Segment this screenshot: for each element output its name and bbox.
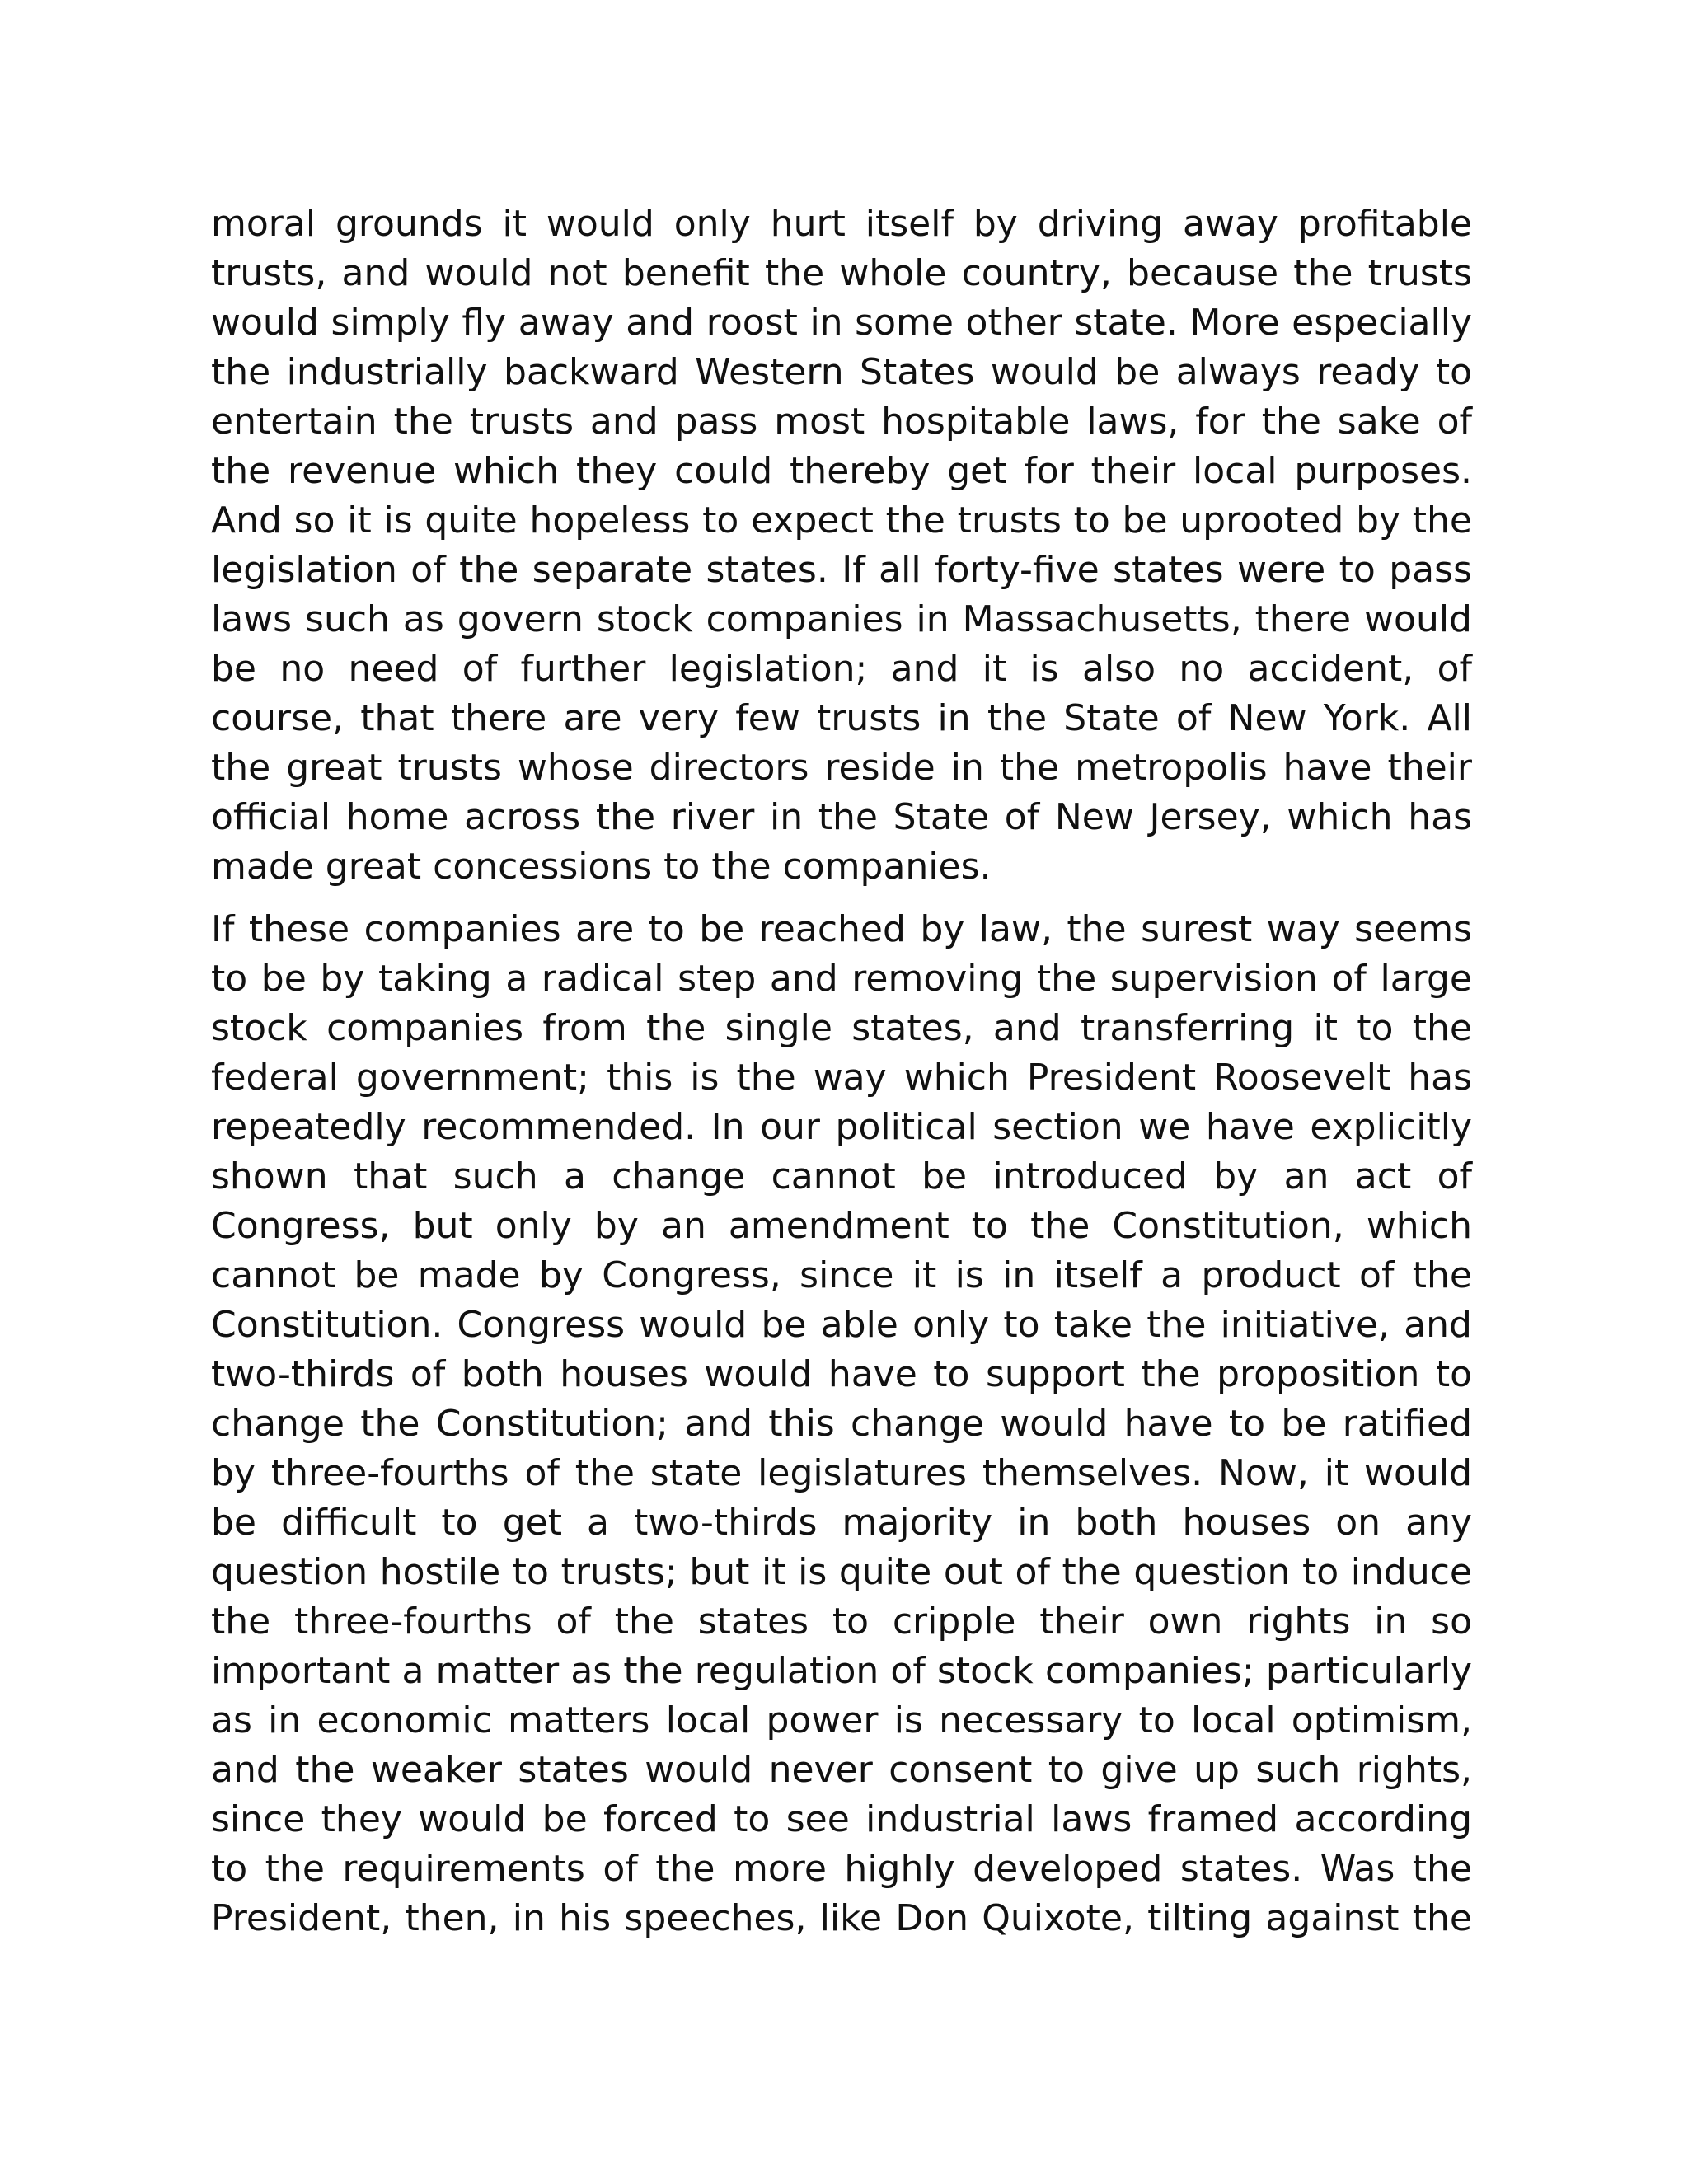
body-text — [211, 199, 1472, 1943]
paragraph-2: If these companies are to be reached by law, the surest way seems to be by taking a radical step and removing the supervision of large stock companies from the single states, and transferring it to the federal government; this is the way which President Roosevelt has repeatedly recommended. In our political section we have explicitly shown that such a change cannot be introduced by an act of Congress, but only by an amendment to the Constitution, which cannot be made by Congress, since it is in itself a product of the Constitution. Congress would be able only to take the initiative, and two-thirds of both houses would have to support the proposition to change the Constitution; and this change would have to be ratified by three-fourths of the state legislatures themselves. Now, it would be difficult to get a two-thirds majority in both houses on any question hostile to trusts; but it is quite out of the question to induce the three-fourths of the states to cripple their own rights in so important a matter as the regulation of stock companies; particularly as in economic matters local power is necessary to local optimism, and the weaker states would never consent to give up such rights, since they would be forced to see industrial laws framed according to the requirements of the more highly developed states. Was the President, then, in his speeches, like Don Quixote, tilting against the — [211, 908, 1472, 1939]
paragraph-1: moral grounds it would only hurt itself by driving away profitable trusts, and would not benefit the whole country, because the trusts would simply fly away and roost in some other state. More especially the industrially backward Western States would be always ready to entertain the trusts and pass most hospitable laws, for the sake of the revenue which they could thereby get for their local purposes. And so it is quite hopeless to expect the trusts to be uprooted by the legislation of the separate states. If all forty-five states were to pass laws such as govern stock companies in Massachusetts, there would be no need of further legislation; and it is also no accident, of course, that there are very few trusts in the State of New York. All the great trusts whose directors reside in the metropolis have their official home across the river in the State of New Jersey, which has made great concessions to the companies. — [211, 203, 1472, 888]
